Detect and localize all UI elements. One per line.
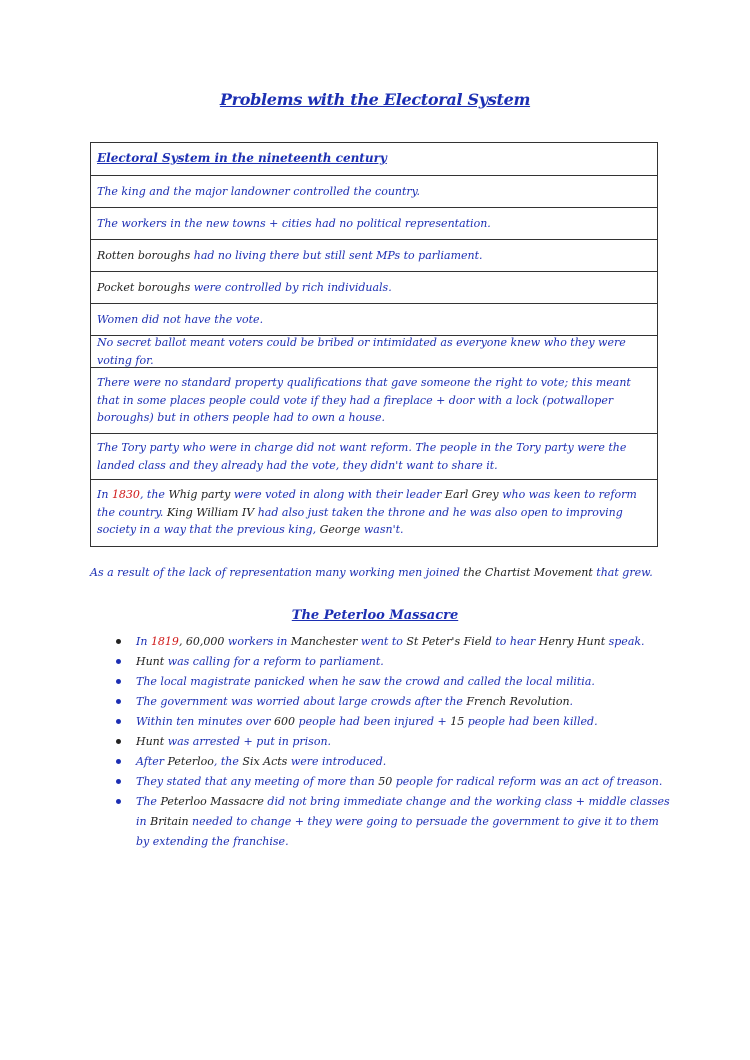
- text-run: No secret ballot meant voters could be bribed or intimidated as everyone knew who they were voting for.: [97, 336, 626, 367]
- text-run: workers in: [227, 635, 291, 648]
- row-text: [97, 374, 651, 427]
- chartist-note: [90, 566, 710, 579]
- bullet-text: [136, 735, 331, 748]
- text-run: people for radical reform was an act of treason.: [395, 775, 663, 788]
- list-item: [114, 732, 674, 752]
- text-run: 1830: [111, 488, 140, 501]
- row-text: [97, 439, 651, 474]
- text-run: had no living there but still sent MPs to parliament.: [193, 248, 483, 262]
- row-text: [97, 215, 491, 233]
- text-run: , the: [139, 488, 169, 501]
- table-row: [91, 480, 657, 546]
- text-run: did not bring immediate change and the working class + middle classes in: [136, 795, 670, 828]
- text-run: Within ten minutes over: [136, 715, 275, 728]
- electoral-system-table: [90, 142, 658, 547]
- text-run: was arrested + put in prison.: [167, 735, 332, 748]
- text-run: Henry Hunt: [538, 635, 609, 648]
- row-text: [97, 486, 651, 539]
- text-run: 50: [378, 775, 396, 788]
- bullet-text: [136, 775, 662, 788]
- list-item: [114, 672, 674, 692]
- list-item: [114, 712, 674, 732]
- text-run: had also just taken the throne and he was also open to improving society in a way that the previous king,: [97, 505, 623, 536]
- text-run: , the: [213, 755, 243, 768]
- table-row: [91, 368, 657, 434]
- text-run: were voted in along with their leader: [233, 488, 445, 501]
- table-row: [91, 336, 657, 368]
- text-run: Hunt: [136, 655, 168, 668]
- text-run: Britain: [150, 815, 193, 828]
- text-run: Pocket boroughs: [97, 280, 194, 294]
- text-run: needed to change + they were going to persuade the government to give it to them by extending the franchise.: [136, 815, 659, 848]
- text-run: The workers in the new towns + cities had no political representation.: [97, 216, 491, 230]
- text-run: was calling for a reform to parliament.: [167, 655, 384, 668]
- table-header-text: Electoral System in the nineteenth century: [97, 151, 387, 166]
- table-header: [91, 143, 657, 176]
- bullet-text: [136, 715, 598, 728]
- text-run: After: [136, 755, 168, 768]
- text-run: to hear: [495, 635, 539, 648]
- row-text: [97, 247, 483, 265]
- list-item: [114, 692, 674, 712]
- table-row: [91, 304, 657, 336]
- text-run: George: [319, 523, 364, 536]
- text-run: Six Acts: [242, 755, 291, 768]
- text-run: Earl Grey: [444, 488, 503, 501]
- text-run: The: [136, 795, 161, 808]
- text-run: In: [97, 488, 112, 501]
- text-run: were introduced.: [290, 755, 387, 768]
- text-run: They stated that any meeting of more than: [136, 775, 379, 788]
- text-run: who was keen to reform the country.: [97, 488, 637, 519]
- table-row: [91, 176, 657, 208]
- list-item: [114, 652, 674, 672]
- text-run: As a result of the lack of representation many working men joined: [90, 566, 464, 579]
- text-run: , 60,000: [178, 635, 228, 648]
- text-run: that grew.: [596, 566, 653, 579]
- table-row: [91, 208, 657, 240]
- page-title: Problems with the Electoral System: [219, 90, 531, 109]
- text-run: people had been killed.: [467, 715, 598, 728]
- text-run: Women did not have the vote.: [97, 312, 264, 326]
- text-run: King William IV: [166, 505, 258, 519]
- list-item: [114, 752, 674, 772]
- note-text: [90, 566, 653, 579]
- text-run: 600: [274, 715, 299, 728]
- section-title: The Peterloo Massacre: [291, 608, 459, 623]
- bullet-text: [136, 655, 384, 668]
- text-run: Peterloo: [167, 755, 214, 768]
- text-run: Whig party: [168, 488, 234, 501]
- table-row: [91, 240, 657, 272]
- text-run: In: [136, 635, 151, 648]
- list-item: [114, 792, 674, 852]
- bullet-text: [136, 635, 645, 648]
- text-run: Manchester: [290, 635, 361, 648]
- text-run: wasn't.: [363, 523, 404, 536]
- peterloo-bullet-list: [114, 632, 674, 852]
- text-run: were controlled by rich individuals.: [193, 280, 392, 294]
- text-run: went to: [360, 635, 407, 648]
- text-run: The government was worried about large crowds after the: [136, 695, 467, 708]
- list-item: [114, 772, 674, 792]
- text-run: Peterloo Massacre: [160, 795, 268, 808]
- bullet-text: [136, 675, 595, 688]
- text-run: There were no standard property qualifications that gave someone the right to vote; this meant that in some places people could vote if they had a fireplace + door with a lock (potwalloper boroughs) but in others people had to own a house.: [97, 376, 631, 424]
- text-run: The local magistrate panicked when he saw the crowd and called the local militia.: [136, 675, 595, 688]
- text-run: St Peter's Field: [406, 635, 496, 648]
- text-run: The Tory party who were in charge did not want reform. The people in the Tory party were the landed class and they already had the vote, they didn't want to share it.: [97, 441, 627, 472]
- table-row: [91, 434, 657, 480]
- row-text: [97, 334, 651, 369]
- bullet-text: [136, 795, 670, 848]
- text-run: Hunt: [136, 735, 168, 748]
- table-row: [91, 272, 657, 304]
- text-run: 1819: [150, 635, 179, 648]
- text-run: the Chartist Movement: [463, 566, 597, 579]
- text-run: The king and the major landowner controlled the country.: [97, 184, 420, 198]
- text-run: 15: [450, 715, 468, 728]
- row-text: [97, 311, 263, 329]
- bullet-text: [136, 755, 386, 768]
- text-run: French Revolution: [466, 695, 570, 708]
- text-run: Rotten boroughs: [97, 248, 194, 262]
- row-text: [97, 183, 420, 201]
- text-run: speak.: [608, 635, 645, 648]
- text-run: people had been injured +: [298, 715, 451, 728]
- bullet-text: [136, 695, 573, 708]
- row-text: [97, 279, 392, 297]
- list-item: [114, 632, 674, 652]
- text-run: .: [569, 695, 574, 708]
